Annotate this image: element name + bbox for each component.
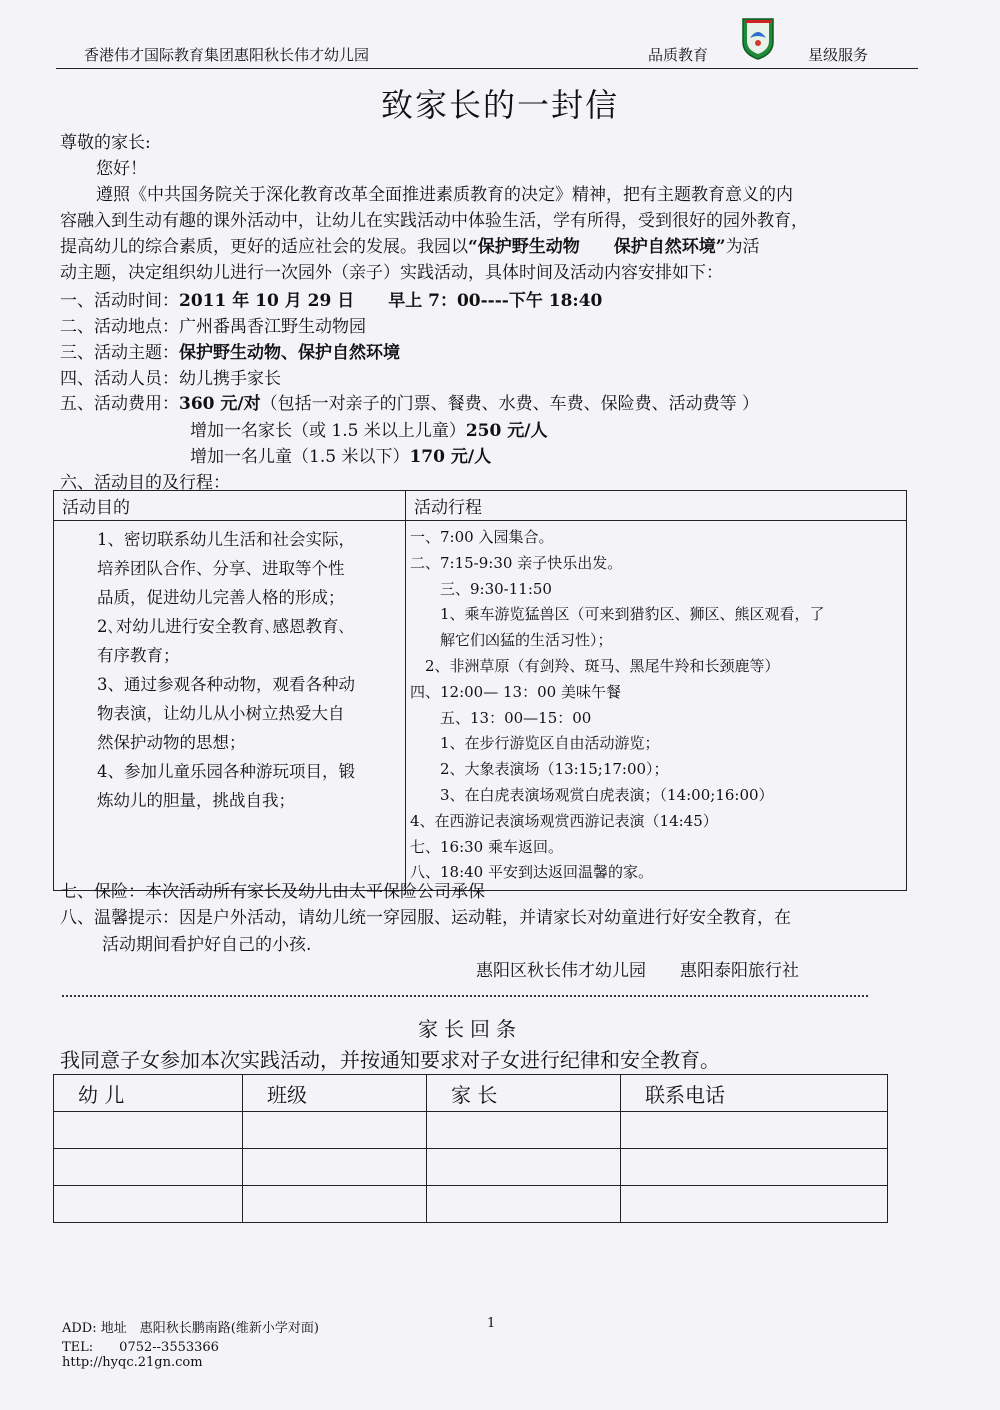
item-time-value: 2011 年 10 月 29 日 早上 7：00----下午 18:40 <box>179 291 603 311</box>
slogan-service: 星级服务 <box>808 46 869 64</box>
reply-cell-parent[interactable] <box>427 1186 621 1223</box>
item-place <box>60 312 366 337</box>
slogan-quality: 品质教育 <box>648 46 709 64</box>
intro-line-3 <box>60 232 760 257</box>
itinerary-line: 4、在西游记表演场观赏西游记表演（14:45） <box>410 811 718 830</box>
intro-line-2: 容融入到生动有趣的课外活动中，让幼儿在实践活动中体验生活，学有所得，受到很好的园外教育， <box>60 211 808 231</box>
item-theme-label: 三、活动主题： <box>60 343 179 363</box>
purpose-line: 培养团队合作、分享、进取等个性 <box>64 559 345 578</box>
extra-parent <box>190 416 547 441</box>
reply-agreement: 我同意子女参加本次实践活动，并按通知要求对子女进行纪律和安全教育。 <box>60 1048 720 1072</box>
itinerary-line: 2、大象表演场（13:15;17:00）； <box>410 760 669 779</box>
itinerary-line: 1、乘车游览猛兽区（可来到猎豹区、狮区、熊区观看，了 <box>410 605 825 624</box>
header-rule <box>56 68 918 69</box>
item-fee-label: 五、活动费用： <box>60 394 179 414</box>
itinerary-line: 八、18:40 平安到达返回温馨的家。 <box>410 863 653 882</box>
insurance-note: 七、保险：本次活动所有家长及幼儿由太平保险公司承保 <box>60 882 485 902</box>
footer-address: ADD: 地址 惠阳秋长鹏南路(维新小学对面) <box>62 1321 319 1336</box>
reply-cell-class[interactable] <box>243 1112 427 1149</box>
itinerary-line: 3、在白虎表演场观赏白虎表演；（14:00;16:00） <box>410 785 774 804</box>
itinerary-line: 一、7:00 入园集合。 <box>410 528 554 546</box>
intro-line-4: 动主题，决定组织幼儿进行一次园外（亲子）实践活动，具体时间及活动内容安排如下： <box>60 263 723 283</box>
item-place-label: 二、活动地点： <box>60 317 179 337</box>
reply-cell-parent[interactable] <box>427 1112 621 1149</box>
reply-col-parent: 家 长 <box>427 1075 621 1112</box>
page-number: 1 <box>487 1316 496 1331</box>
itinerary-line: 2、非洲草原（有剑羚、斑马、黑尾牛羚和长颈鹿等） <box>410 656 780 675</box>
itinerary-line: 五、13：00—15：00 <box>410 708 592 727</box>
purpose-line: 4、参加儿童乐园各种游玩项目，锻 <box>64 762 355 781</box>
reply-row <box>54 1112 888 1149</box>
signature: 惠阳区秋长伟才幼儿园 惠阳泰阳旅行社 <box>476 961 799 981</box>
purpose-line: 然保护动物的思想； <box>64 733 246 752</box>
footer-tel: TEL: 0752--3553366 <box>62 1340 219 1355</box>
intro-line-1: 遵照《中共国务院关于深化教育改革全面推进素质教育的决定》精神，把有主题教育意义的内 <box>96 185 793 205</box>
reply-cell-class[interactable] <box>243 1149 427 1186</box>
footer-url[interactable]: http://hyqc.21gn.com <box>62 1355 203 1370</box>
cut-line <box>62 995 868 997</box>
plan-body-row <box>54 521 907 891</box>
extra-parent-price: 250 元/人 <box>465 421 548 441</box>
itinerary-line: 解它们凶猛的生活习性）； <box>410 631 613 650</box>
page-title: 致家长的一封信 <box>380 86 619 124</box>
kindergarten-emblem-icon <box>740 16 776 60</box>
hello: 您好！ <box>96 159 147 179</box>
intro-theme: “保护野生动物 保护自然环境” <box>468 237 726 257</box>
greeting: 尊敬的家长: <box>60 133 151 153</box>
item-fee-value: 360 元/对 <box>179 394 261 414</box>
item-place-value: 广州番禺香江野生动物园 <box>179 317 366 337</box>
reply-title: 家长回条 <box>418 1017 522 1041</box>
purpose-line: 3、通过参观各种动物，观看各种动 <box>64 675 355 694</box>
itinerary-line: 七、16:30 乘车返回。 <box>410 837 563 856</box>
item-time <box>60 286 602 311</box>
purpose-line: 有序教育； <box>64 646 180 665</box>
plan-col-purpose: 活动目的 <box>54 491 406 521</box>
itinerary-line: 1、在步行游览区自由活动游览； <box>410 734 660 753</box>
section6-heading: 六、活动目的及行程： <box>60 473 230 493</box>
reply-col-phone: 联系电话 <box>621 1075 888 1112</box>
purpose-line: 2､对幼儿进行安全教育､感恩教育､ <box>64 617 347 636</box>
reply-cell-child[interactable] <box>54 1186 243 1223</box>
extra-child-price: 170 元/人 <box>409 447 492 467</box>
plan-header-row <box>54 491 907 521</box>
extra-parent-text: 增加一名家长（或 1.5 米以上儿童） <box>190 421 466 441</box>
tips-line-2: 活动期间看护好自己的小孩. <box>102 935 312 955</box>
item-fee <box>60 389 759 414</box>
item-theme-value: 保护野生动物、保护自然环境 <box>179 343 400 363</box>
reply-col-child: 幼 儿 <box>54 1075 243 1112</box>
purpose-line: 1、密切联系幼儿生活和社会实际， <box>64 530 355 549</box>
reply-form-table <box>53 1074 888 1223</box>
reply-row <box>54 1186 888 1223</box>
purpose-line: 品质，促进幼儿完善人格的形成； <box>64 588 345 607</box>
itinerary-line: 四、12:00— 13：00 美味午餐 <box>410 682 621 701</box>
tips-line-1: 八、温馨提示：因是户外活动，请幼儿统一穿园服、运动鞋，并请家长对幼童进行好安全教育，在 <box>60 908 791 928</box>
reply-col-class: 班级 <box>243 1075 427 1112</box>
itinerary-cell <box>406 521 907 891</box>
item-time-label: 一、活动时间： <box>60 291 179 311</box>
reply-cell-parent[interactable] <box>427 1149 621 1186</box>
item-people-value: 幼儿携手家长 <box>179 369 281 389</box>
reply-cell-class[interactable] <box>243 1186 427 1223</box>
reply-cell-phone[interactable] <box>621 1149 888 1186</box>
reply-row <box>54 1149 888 1186</box>
reply-header-row <box>54 1075 888 1112</box>
org-name: 香港伟才国际教育集团惠阳秋长伟才幼儿园 <box>84 46 370 64</box>
purpose-line: 炼幼儿的胆量，挑战自我； <box>64 791 295 810</box>
purpose-line: 物表演，让幼儿从小树立热爱大自 <box>64 704 345 723</box>
reply-cell-phone[interactable] <box>621 1112 888 1149</box>
item-theme <box>60 338 400 363</box>
reply-cell-phone[interactable] <box>621 1186 888 1223</box>
reply-cell-child[interactable] <box>54 1112 243 1149</box>
itinerary-line: 二、7:15-9:30 亲子快乐出发。 <box>410 553 623 572</box>
itinerary-line: 三、9:30-11:50 <box>410 579 552 598</box>
plan-col-itinerary: 活动行程 <box>406 491 907 521</box>
reply-cell-child[interactable] <box>54 1149 243 1186</box>
intro-line-3-text: 提高幼儿的综合素质，更好的适应社会的发展。我园以 <box>60 237 468 257</box>
extra-child-text: 增加一名儿童（1.5 米以下） <box>190 447 410 467</box>
activity-plan-table <box>53 490 907 891</box>
extra-child <box>190 442 491 467</box>
item-fee-note: （包括一对亲子的门票、餐费、水费、车费、保险费、活动费等 ） <box>260 394 760 414</box>
item-people <box>60 364 281 389</box>
purpose-cell <box>54 521 406 891</box>
intro-line-3-end: 为活 <box>725 237 760 257</box>
item-people-label: 四、活动人员： <box>60 369 179 389</box>
